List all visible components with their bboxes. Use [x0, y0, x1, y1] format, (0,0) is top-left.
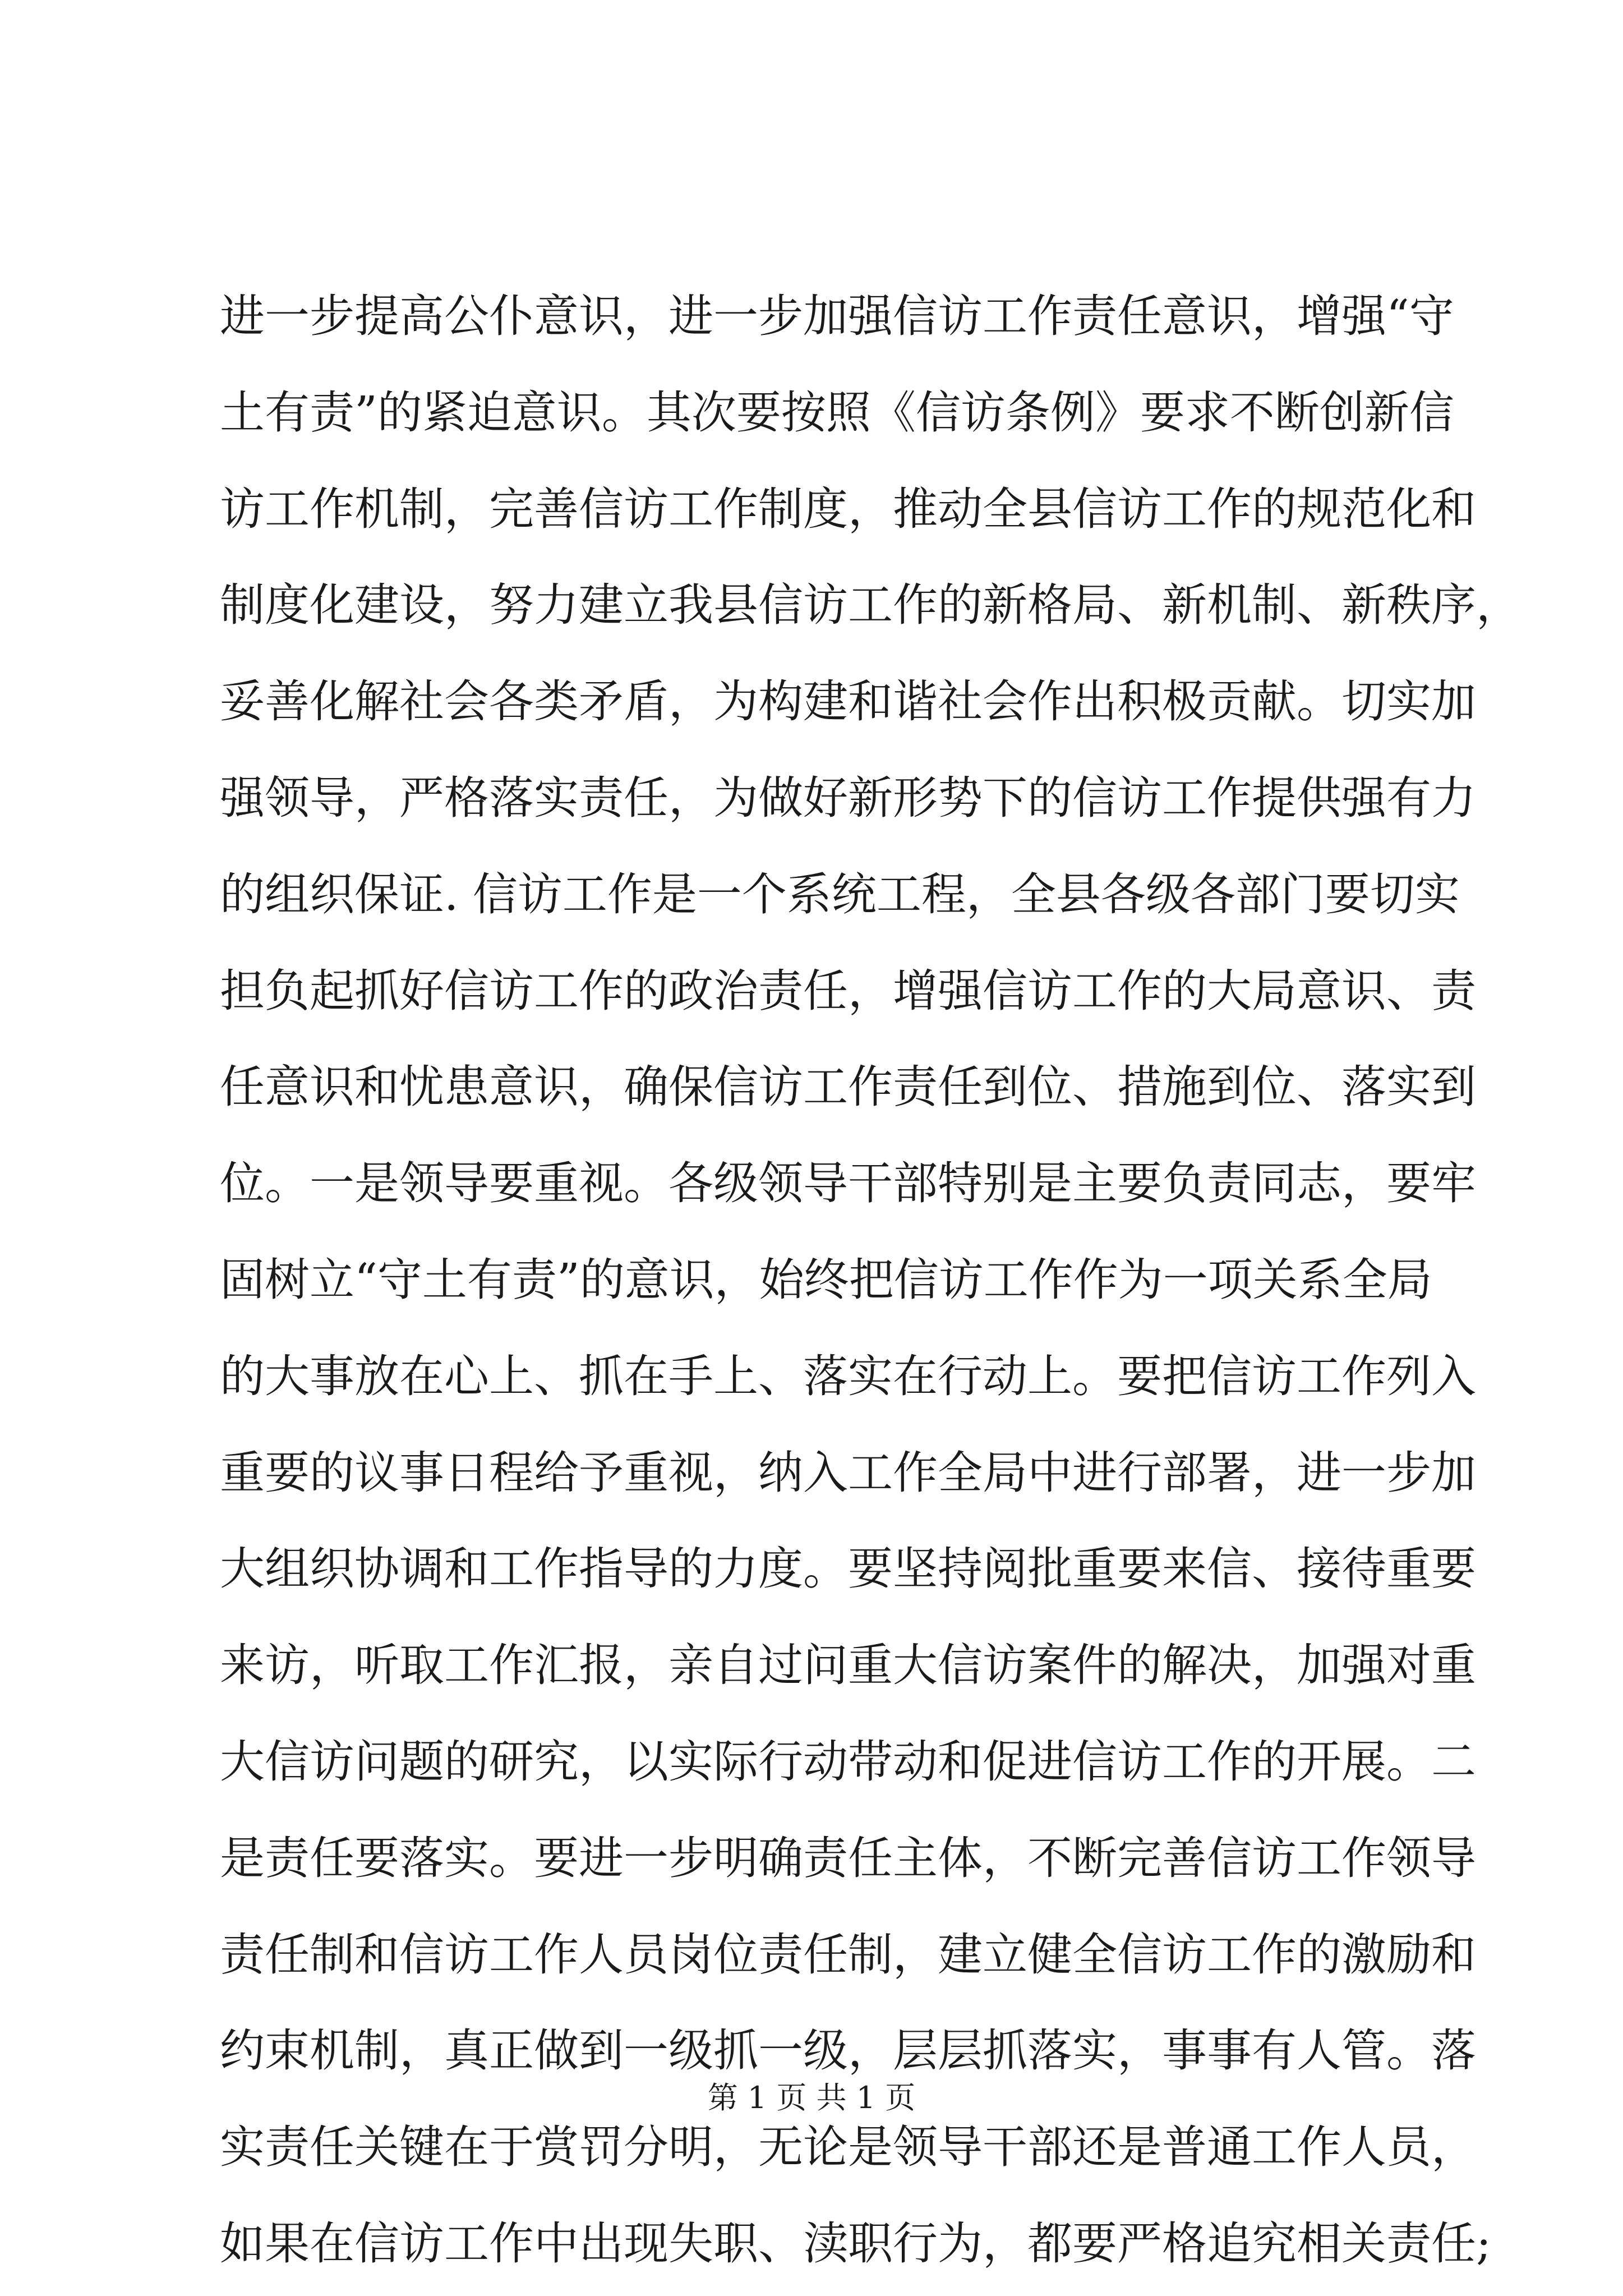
text-line: 大组织协调和工作指导的力度。要坚持阅批重要来信、接待重要 [220, 1543, 1476, 1595]
body-paragraph [220, 268, 1521, 2292]
text-line: 来访，听取工作汇报，亲自过问重大信访案件的解决，加强对重 [220, 1639, 1476, 1692]
text-line: 责任制和信访工作人员岗位责任制，建立健全信访工作的激励和 [220, 1928, 1476, 1981]
text-line: 强领导，严格落实责任，为做好新形势下的信访工作提供强有力 [220, 771, 1476, 824]
text-line: 固树立“守土有责”的意识，始终把信访工作作为一项关系全局 [220, 1253, 1432, 1306]
text-line: 如果在信访工作中出现失职、渎职行为，都要严格追究相关责任; [220, 2217, 1491, 2270]
text-line: 进一步提高公仆意识，进一步加强信访工作责任意识，增强“守 [220, 290, 1454, 342]
text-line: 位。一是领导要重视。各级领导干部特别是主要负责同志，要牢 [220, 1157, 1476, 1210]
text-line: 访工作机制，完善信访工作制度，推动全县信访工作的规范化和 [220, 482, 1476, 535]
text-line: 的组织保证. 信访工作是一个系统工程，全县各级各部门要切实 [220, 868, 1460, 921]
text-line: 妥善化解社会各类矛盾，为构建和谐社会作出积极贡献。切实加 [220, 675, 1476, 728]
page-number-footer: 第 1 页 共 1 页 [707, 2080, 916, 2115]
text-line: 实责任关键在于赏罚分明，无论是领导干部还是普通工作人员， [220, 2121, 1476, 2174]
text-line: 重要的议事日程给予重视，纳入工作全局中进行部署，进一步加 [220, 1446, 1476, 1499]
text-line: 任意识和忧患意识，确保信访工作责任到位、措施到位、落实到 [220, 1061, 1476, 1114]
text-line: 是责任要落实。要进一步明确责任主体，不断完善信访工作领导 [220, 1832, 1476, 1884]
text-line: 的大事放在心上、抓在手上、落实在行动上。要把信访工作列入 [220, 1350, 1476, 1402]
text-line: 制度化建设，努力建立我县信访工作的新格局、新机制、新秩序， [220, 579, 1521, 632]
text-line: 担负起抓好信访工作的政治责任，增强信访工作的大局意识、责 [220, 964, 1476, 1017]
text-line: 约束机制，真正做到一级抓一级，层层抓落实，事事有人管。落 [220, 2024, 1476, 2077]
text-line: 大信访问题的研究，以实际行动带动和促进信访工作的开展。二 [220, 1735, 1476, 1788]
text-line: 土有责”的紧迫意识。其次要按照《信访条例》要求不断创新信 [220, 386, 1454, 439]
